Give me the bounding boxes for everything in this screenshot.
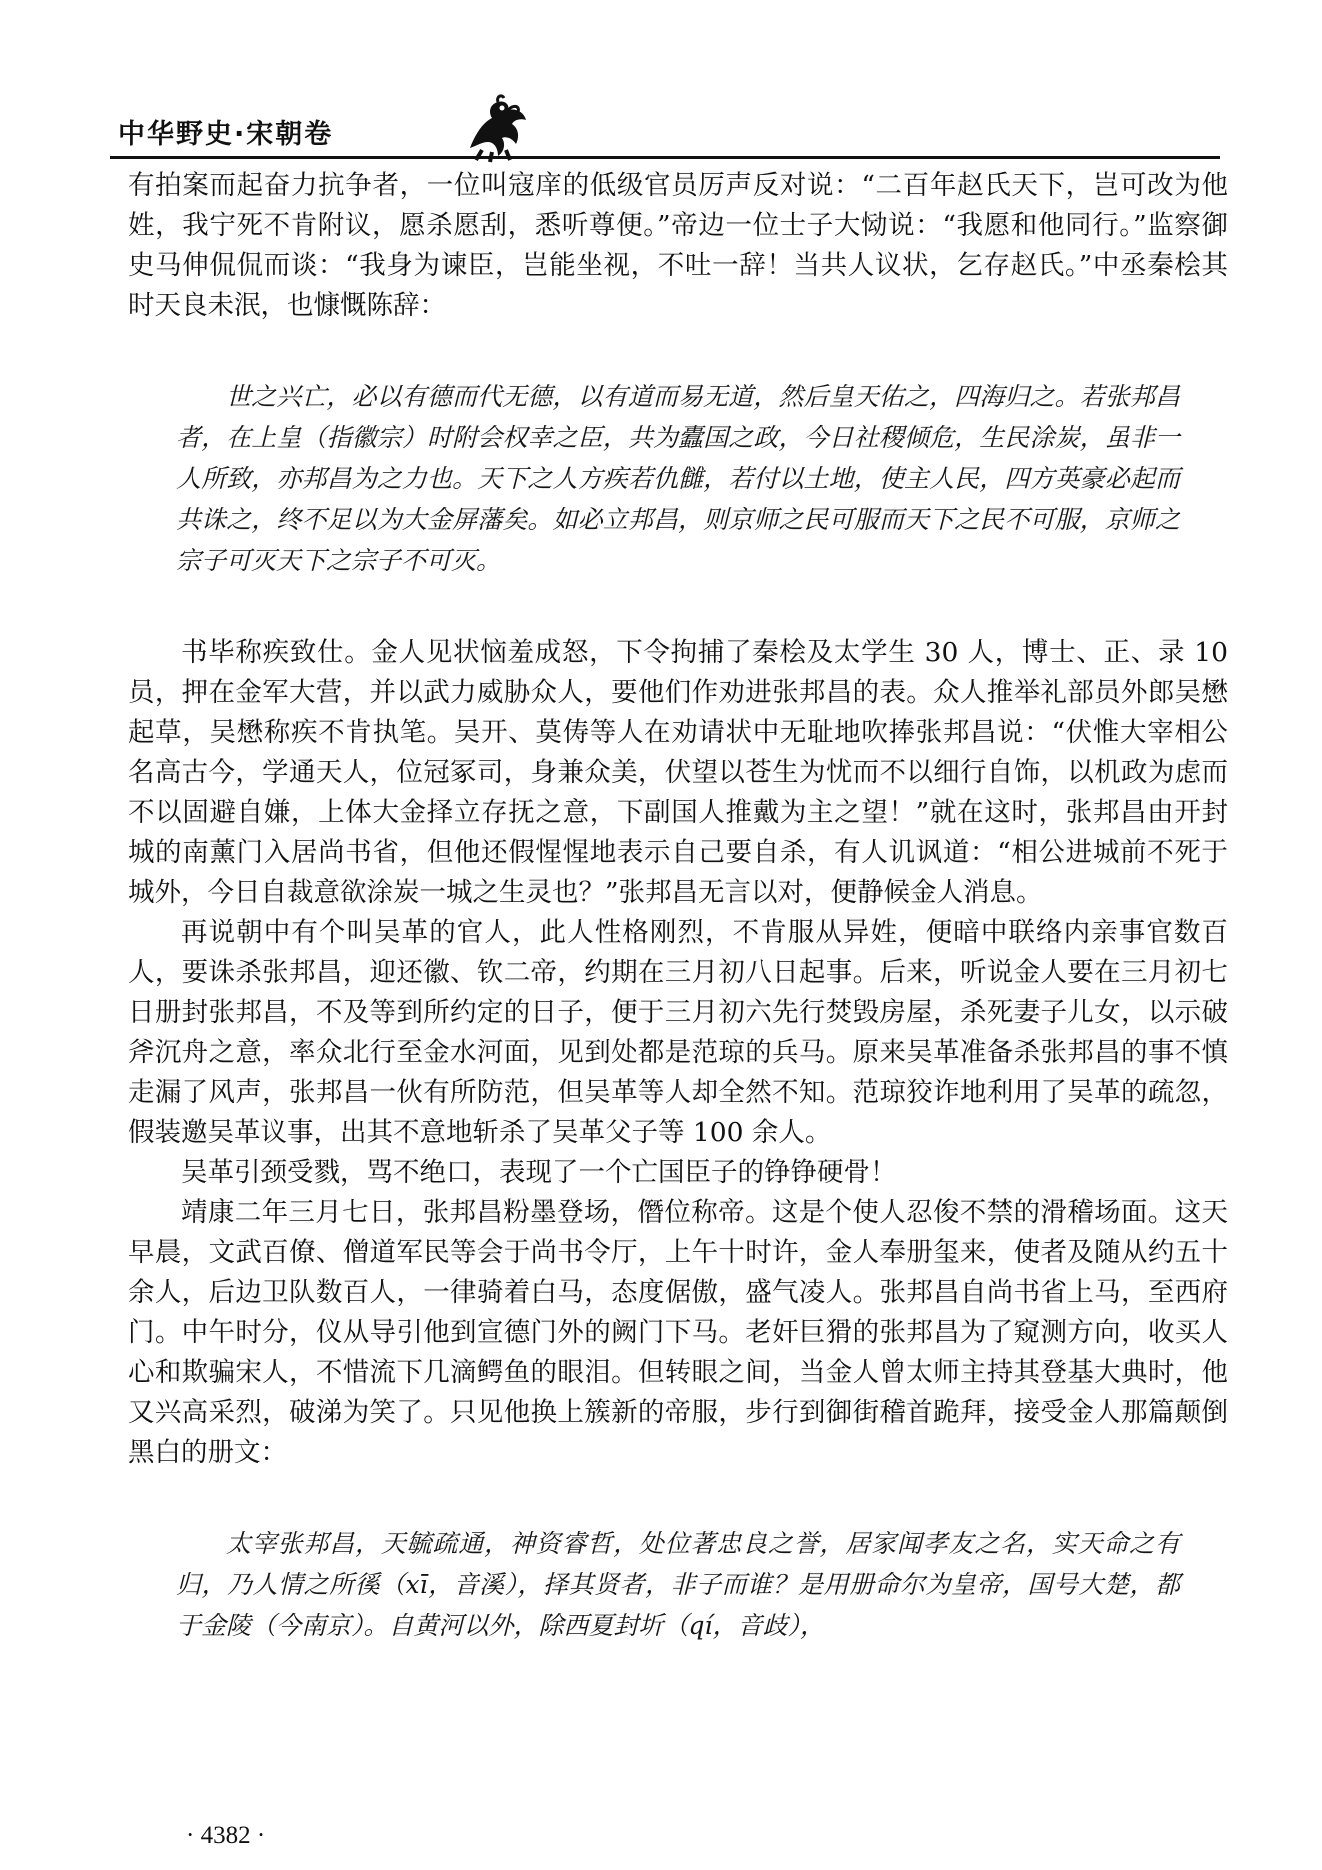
book-title: 中华野史·宋朝卷 [118, 119, 334, 150]
paragraph: 吴革引颈受戮，骂不绝口，表现了一个亡国臣子的铮铮硬骨！ [181, 1157, 897, 1188]
quotation-block [176, 1523, 1180, 1646]
paragraph: 有拍案而起奋力抗争者，一位叫寇庠的低级官员厉声反对说：“二百年赵氏天下，岂可改为他姓，我宁死不肯附议，愿杀愿刮，悉听尊便。”帝边一位士子大恸说：“我愿和他同行。”监察御史马伸侃侃而谈：“我身为谏臣，岂能坐视，不吐一辞！当共人议状，乞存赵氏。”中丞秦桧其时天良未泯，也慷慨陈辞： [128, 170, 1228, 321]
dragon-logo-icon [462, 92, 534, 164]
page-number: · 4382 · [186, 1822, 266, 1849]
paragraph: 再说朝中有个叫吴革的官人，此人性格刚烈，不肯服从异姓，便暗中联络内亲事官数百人，要诛杀张邦昌，迎还徽、钦二帝，约期在三月初八日起事。后来，听说金人要在三月初七日册封张邦昌，不及等到所约定的日子，便于三月初六先行焚毁房屋，杀死妻子儿女，以示破斧沉舟之意，率众北行至金水河面，见到处都是范琼的兵马。原来吴革准备杀张邦昌的事不慎走漏了风声，张邦昌一伙有所防范，但吴革等人却全然不知。范琼狡诈地利用了吴革的疏忽，假装邀吴革议事，出其不意地斩杀了吴革父子等 100 余人。 [128, 917, 1228, 1148]
header-rule [110, 156, 1220, 159]
quotation-block [176, 376, 1180, 581]
quote-text: 世之兴亡，必以有德而代无德，以有道而易无道，然后皇天佑之，四海归之。若张邦昌者，在上皇（指徽宗）时附会权幸之臣，共为蠹国之政，今日社稷倾危，生民涂炭，虽非一人所致，亦邦昌为之力也。天下之人方疾若仇雠，若付以土地，使主人民，四方英豪必起而共诛之，终不足以为大金屏藩矣。如必立邦昌，则京师之民可服而天下之民不可服，京师之宗子可灭天下之宗子不可灭。 [176, 382, 1180, 575]
paragraph: 靖康二年三月七日，张邦昌粉墨登场，僭位称帝。这是个使人忍俊不禁的滑稽场面。这天早晨，文武百僚、僧道军民等会于尚书令厅，上午十时许，金人奉册玺来，使者及随从约五十余人，后边卫队数百人，一律骑着白马，态度倨傲，盛气凌人。张邦昌自尚书省上马，至西府门。中午时分，仪从导引他到宣德门外的阙门下马。老奸巨猾的张邦昌为了窥测方向，收买人心和欺骗宋人，不惜流下几滴鳄鱼的眼泪。但转眼之间，当金人曾太师主持其登基大典时，他又兴高采烈，破涕为笑了。只见他换上簇新的帝服，步行到御街稽首跪拜，接受金人那篇颠倒黑白的册文： [128, 1197, 1228, 1468]
paragraph: 书毕称疾致仕。金人见状恼羞成怒，下令拘捕了秦桧及太学生 30 人，博士、正、录 10 员，押在金军大营，并以武力威胁众人，要他们作劝进张邦昌的表。众人推举礼部员外郎吴懋起草，吴懋称疾不肯执笔。吴开、莫俦等人在劝请状中无耻地吹捧张邦昌说：“伏惟大宰相公名高古今，学通天人，位冠冢司，身兼众美，伏望以苍生为忧而不以细行自饰，以机政为虑而不以固避自嫌，上体大金择立存抚之意，下副国人推戴为主之望！”就在这时，张邦昌由开封城的南薰门入居尚书省，但他还假惺惺地表示自己要自杀，有人讥讽道：“相公进城前不死于城外，今日自裁意欲涂炭一城之生灵也？”张邦昌无言以对，便静候金人消息。 [128, 637, 1228, 908]
quote-text: 太宰张邦昌，天毓疏通，神资睿哲，处位著忠良之誉，居家闻孝友之名，实天命之有归，乃人情之所徯（xī，音溪），择其贤者，非子而谁？是用册命尔为皇帝，国号大楚，都于金陵（今南京）。自黄河以外，除西夏封圻（qí，音歧）， [176, 1529, 1180, 1640]
page-body [128, 166, 1228, 1698]
